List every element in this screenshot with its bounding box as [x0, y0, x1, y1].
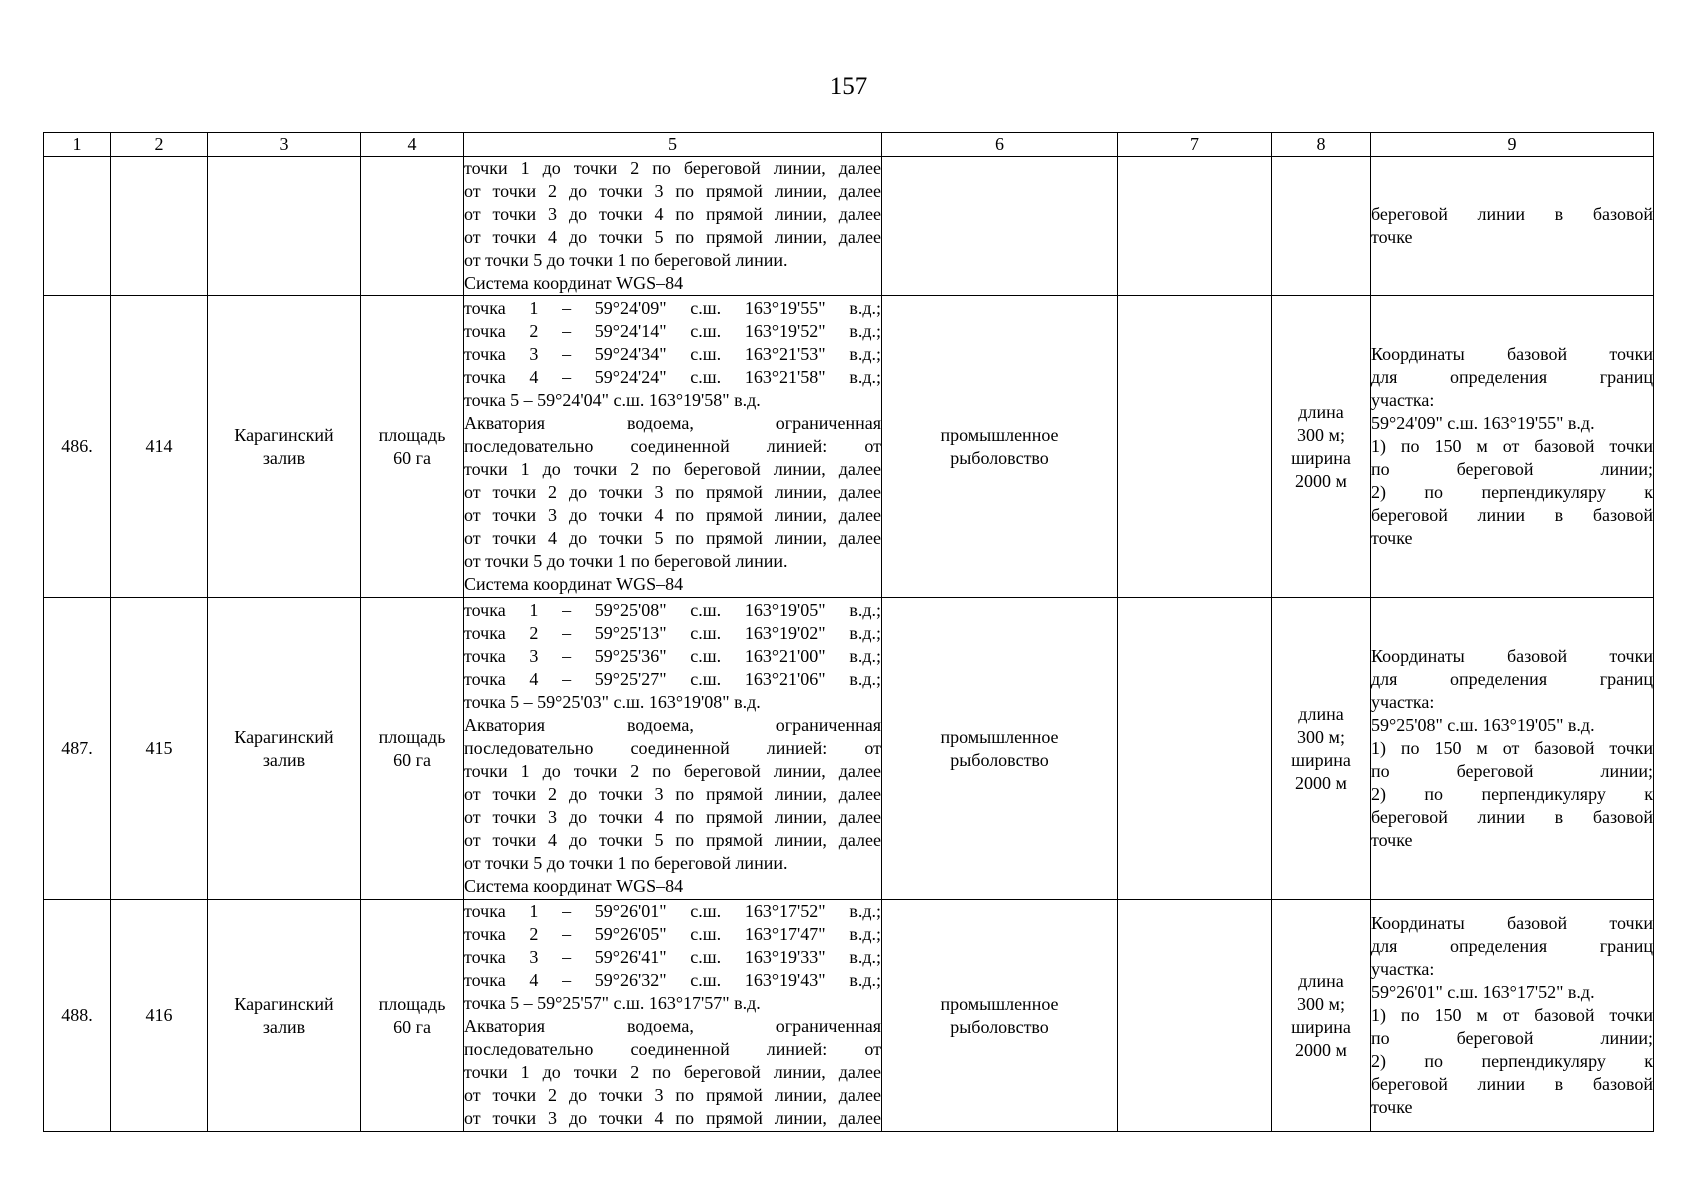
- description-line: точка 4 – 59°24'24" с.ш. 163°21'58" в.д.;: [464, 367, 881, 387]
- cell-size: [1272, 900, 1371, 1132]
- cell-size: [1272, 157, 1371, 296]
- area-line: площадь: [378, 993, 446, 1014]
- description-line: от точки 2 до точки 3 по прямой линии, далее: [464, 784, 881, 804]
- description-line: от точки 2 до точки 3 по прямой линии, далее: [464, 181, 881, 201]
- description-line: точка 3 – 59°25'36" с.ш. 163°21'00" в.д.;: [464, 646, 881, 666]
- notes-line: точке: [1371, 528, 1413, 548]
- description-line: точка 5 – 59°25'57" с.ш. 163°17'57" в.д.: [464, 993, 761, 1013]
- description-line: Система координат WGS–84: [464, 574, 684, 594]
- cell-area: [361, 296, 464, 598]
- cell-num: [44, 296, 111, 598]
- column-number-row: [44, 133, 1654, 157]
- cell-area: [361, 157, 464, 296]
- registry-table: [43, 132, 1654, 1132]
- column-number: 8: [1272, 133, 1371, 157]
- size-line: ширина: [1291, 1016, 1351, 1037]
- size-line: ширина: [1291, 749, 1351, 770]
- notes-line: 2) по перпендикуляру к: [1371, 1051, 1653, 1071]
- size-line: 2000 м: [1295, 1039, 1347, 1060]
- area-line: площадь: [378, 726, 446, 747]
- description-line: точка 1 – 59°26'01" с.ш. 163°17'52" в.д.;: [464, 901, 881, 921]
- notes-line: 1) по 150 м от базовой точки: [1371, 738, 1653, 758]
- cell-col7: [1118, 598, 1272, 900]
- column-number: 6: [882, 133, 1118, 157]
- description-line: точка 4 – 59°26'32" с.ш. 163°19'43" в.д.;: [464, 970, 881, 990]
- plot-id: 415: [145, 738, 173, 758]
- page-number: 157: [829, 73, 868, 100]
- notes-line: для определения границ: [1371, 367, 1653, 387]
- cell-purpose: [882, 900, 1118, 1132]
- cell-area: [361, 900, 464, 1132]
- registry-row: [44, 296, 1654, 598]
- description-line: от точки 2 до точки 3 по прямой линии, далее: [464, 482, 881, 502]
- size-line: 300 м;: [1297, 726, 1345, 747]
- description-line: от точки 3 до точки 4 по прямой линии, далее: [464, 204, 881, 224]
- size-line: 2000 м: [1295, 470, 1347, 491]
- description-line: последовательно соединенной линией: от: [464, 738, 881, 758]
- cell-col7: [1118, 157, 1272, 296]
- column-number: 2: [111, 133, 208, 157]
- description-line: точки 1 до точки 2 по береговой линии, далее: [464, 459, 881, 479]
- cell-location: [208, 157, 361, 296]
- location-line: залив: [262, 1016, 306, 1037]
- column-number: 9: [1371, 133, 1654, 157]
- description-line: Система координат WGS–84: [464, 876, 684, 896]
- area-line: 60 га: [393, 749, 431, 770]
- column-number: 1: [44, 133, 111, 157]
- size-line: 300 м;: [1297, 993, 1345, 1014]
- column-number: 3: [208, 133, 361, 157]
- purpose-line: промышленное: [940, 993, 1059, 1014]
- continuation-row: [44, 157, 1654, 296]
- cell-notes: [1371, 296, 1654, 598]
- column-number: 5: [464, 133, 882, 157]
- description-line: точка 5 – 59°24'04" с.ш. 163°19'58" в.д.: [464, 390, 761, 410]
- description-line: от точки 4 до точки 5 по прямой линии, далее: [464, 227, 881, 247]
- location-line: Карагинский: [234, 993, 334, 1014]
- description-line: последовательно соединенной линией: от: [464, 436, 881, 456]
- registry-row: [44, 598, 1654, 900]
- notes-line: участка:: [1371, 959, 1435, 979]
- cell-location: [208, 900, 361, 1132]
- cell-purpose: [882, 157, 1118, 296]
- notes-line: 59°25'08" с.ш. 163°19'05" в.д.: [1371, 715, 1595, 735]
- description-line: точка 2 – 59°26'05" с.ш. 163°17'47" в.д.;: [464, 924, 881, 944]
- description-line: точка 3 – 59°26'41" с.ш. 163°19'33" в.д.;: [464, 947, 881, 967]
- purpose-line: рыболовство: [950, 1016, 1049, 1037]
- area-line: 60 га: [393, 447, 431, 468]
- description-line: от точки 3 до точки 4 по прямой линии, далее: [464, 505, 881, 525]
- description-line: Акватория водоема, ограниченная: [464, 413, 881, 433]
- cell-id: [111, 598, 208, 900]
- cell-description: [464, 296, 882, 598]
- notes-line: участка:: [1371, 692, 1435, 712]
- purpose-line: рыболовство: [950, 447, 1049, 468]
- size-line: длина: [1298, 970, 1344, 991]
- description-line: точки 1 до точки 2 по береговой линии, далее: [464, 1062, 881, 1082]
- area-line: площадь: [378, 424, 446, 445]
- notes-line: 1) по 150 м от базовой точки: [1371, 1005, 1653, 1025]
- cell-area: [361, 598, 464, 900]
- notes-line: по береговой линии;: [1371, 761, 1653, 781]
- purpose-line: промышленное: [940, 424, 1059, 445]
- description-line: точка 1 – 59°25'08" с.ш. 163°19'05" в.д.;: [464, 600, 881, 620]
- cell-purpose: [882, 296, 1118, 598]
- description-line: точка 1 – 59°24'09" с.ш. 163°19'55" в.д.;: [464, 298, 881, 318]
- description-line: точка 3 – 59°24'34" с.ш. 163°21'53" в.д.;: [464, 344, 881, 364]
- cell-location: [208, 598, 361, 900]
- cell-description: [464, 598, 882, 900]
- cell-description: [464, 900, 882, 1132]
- description-line: Акватория водоема, ограниченная: [464, 715, 881, 735]
- description-line: от точки 3 до точки 4 по прямой линии, далее: [464, 1108, 881, 1128]
- cell-id: [111, 900, 208, 1132]
- notes-line: береговой линии в базовой: [1371, 1074, 1653, 1094]
- cell-col7: [1118, 296, 1272, 598]
- description-line: точка 2 – 59°25'13" с.ш. 163°19'02" в.д.;: [464, 623, 881, 643]
- purpose-line: промышленное: [940, 726, 1059, 747]
- size-line: длина: [1298, 401, 1344, 422]
- row-number: 486.: [61, 436, 93, 456]
- purpose-line: рыболовство: [950, 749, 1049, 770]
- plot-id: 414: [145, 436, 173, 456]
- location-line: Карагинский: [234, 424, 334, 445]
- cell-size: [1272, 296, 1371, 598]
- cell-notes: [1371, 157, 1654, 296]
- cell-col7: [1118, 900, 1272, 1132]
- row-number: 488.: [61, 1005, 93, 1025]
- location-line: залив: [262, 447, 306, 468]
- column-number: 7: [1118, 133, 1272, 157]
- notes-line: 59°24'09" с.ш. 163°19'55" в.д.: [1371, 413, 1595, 433]
- size-line: 300 м;: [1297, 424, 1345, 445]
- plot-id: 416: [145, 1005, 173, 1025]
- cell-id: [111, 157, 208, 296]
- cell-location: [208, 296, 361, 598]
- cell-size: [1272, 598, 1371, 900]
- description-line: точка 4 – 59°25'27" с.ш. 163°21'06" в.д.;: [464, 669, 881, 689]
- cell-num: [44, 598, 111, 900]
- notes-line: береговой линии в базовой: [1371, 505, 1653, 525]
- description-line: точки 1 до точки 2 по береговой линии, далее: [464, 761, 881, 781]
- notes-line: для определения границ: [1371, 669, 1653, 689]
- notes-line: Координаты базовой точки: [1371, 913, 1653, 933]
- column-number: 4: [361, 133, 464, 157]
- row-number: 487.: [61, 738, 93, 758]
- size-line: 2000 м: [1295, 772, 1347, 793]
- description-line: точка 5 – 59°25'03" с.ш. 163°19'08" в.д.: [464, 692, 761, 712]
- description-line: последовательно соединенной линией: от: [464, 1039, 881, 1059]
- notes-line: 1) по 150 м от базовой точки: [1371, 436, 1653, 456]
- description-line: от точки 5 до точки 1 по береговой линии.: [464, 250, 788, 270]
- area-line: 60 га: [393, 1016, 431, 1037]
- notes-line: Координаты базовой точки: [1371, 344, 1653, 364]
- description-line: точки 1 до точки 2 по береговой линии, далее: [464, 158, 881, 178]
- description-line: от точки 2 до точки 3 по прямой линии, далее: [464, 1085, 881, 1105]
- notes-line: 2) по перпендикуляру к: [1371, 784, 1653, 804]
- notes-line: Координаты базовой точки: [1371, 646, 1653, 666]
- cell-id: [111, 296, 208, 598]
- location-line: залив: [262, 749, 306, 770]
- description-line: от точки 3 до точки 4 по прямой линии, далее: [464, 807, 881, 827]
- description-line: точка 2 – 59°24'14" с.ш. 163°19'52" в.д.;: [464, 321, 881, 341]
- cell-notes: [1371, 598, 1654, 900]
- size-line: ширина: [1291, 447, 1351, 468]
- cell-purpose: [882, 598, 1118, 900]
- description-line: Акватория водоема, ограниченная: [464, 1016, 881, 1036]
- notes-line: участка:: [1371, 390, 1435, 410]
- registry-row: [44, 900, 1654, 1132]
- notes-line: 59°26'01" с.ш. 163°17'52" в.д.: [1371, 982, 1595, 1002]
- description-line: от точки 5 до точки 1 по береговой линии.: [464, 853, 788, 873]
- registry-rows: [44, 296, 1654, 1132]
- notes-line: точке: [1371, 227, 1413, 247]
- notes-line: береговой линии в базовой: [1371, 807, 1653, 827]
- location-line: Карагинский: [234, 726, 334, 747]
- description-line: от точки 4 до точки 5 по прямой линии, далее: [464, 830, 881, 850]
- notes-line: по береговой линии;: [1371, 459, 1653, 479]
- description-line: от точки 5 до точки 1 по береговой линии.: [464, 551, 788, 571]
- cell-num: [44, 157, 111, 296]
- cell-description: [464, 157, 882, 296]
- notes-line: точке: [1371, 830, 1413, 850]
- notes-line: по береговой линии;: [1371, 1028, 1653, 1048]
- notes-line: береговой линии в базовой: [1371, 204, 1653, 224]
- notes-line: точке: [1371, 1097, 1413, 1117]
- cell-num: [44, 900, 111, 1132]
- description-line: от точки 4 до точки 5 по прямой линии, далее: [464, 528, 881, 548]
- notes-line: 2) по перпендикуляру к: [1371, 482, 1653, 502]
- description-line: Система координат WGS–84: [464, 273, 684, 293]
- notes-line: для определения границ: [1371, 936, 1653, 956]
- cell-notes: [1371, 900, 1654, 1132]
- size-line: длина: [1298, 703, 1344, 724]
